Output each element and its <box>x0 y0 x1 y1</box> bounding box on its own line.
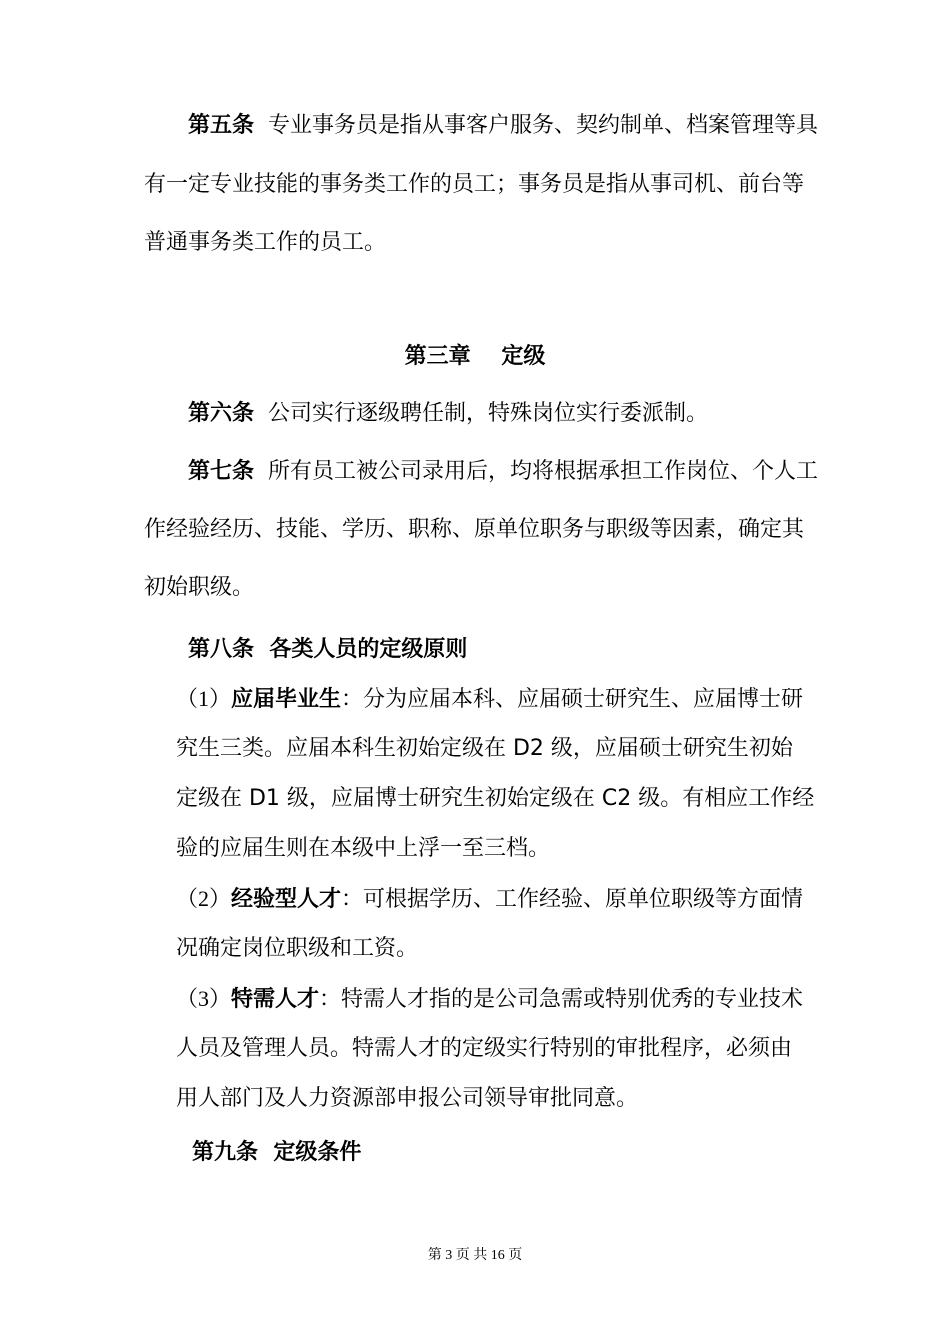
principle-item-1-line-3: 定级在 D1 级，应届博士研究生初始定级在 C2 级。有相应工作经 <box>176 786 815 811</box>
article-5-line-2: 有一定专业技能的事务类工作的员工；事务员是指从事司机、前台等 <box>144 172 805 197</box>
principle-item-2-text: 可根据学历、工作经验、原单位职级等方面情 <box>363 887 804 912</box>
principle-item-3-line-1 <box>176 984 803 1015</box>
article-5-line-3: 普通事务类工作的员工。 <box>144 230 387 255</box>
chapter-heading <box>0 342 950 372</box>
chapter-title: 定级 <box>501 344 546 369</box>
principle-item-3-number: （3） <box>176 986 232 1011</box>
principle-item-2-line-2: 况确定岗位职级和工资。 <box>176 936 419 961</box>
principle-item-1-line-4: 验的应届生则在本级中上浮一至三档。 <box>176 836 551 861</box>
article-7-label: 第七条 <box>188 459 255 484</box>
article-7-line-3: 初始职级。 <box>144 575 255 600</box>
principle-item-3-term: 特需人才 <box>231 987 320 1012</box>
article-8-label: 第八条 <box>188 637 255 662</box>
principle-item-1-line-2: 究生三类。应届本科生初始定级在 D2 级，应届硕士研究生初始 <box>176 736 793 761</box>
principle-item-1-separator: ： <box>341 687 364 712</box>
article-8-title: 各类人员的定级原则 <box>269 637 468 662</box>
principle-item-2-term: 经验型人才 <box>231 887 342 912</box>
article-5-line-1 <box>188 111 818 141</box>
article-6-text: 公司实行逐级聘任制，特殊岗位实行委派制。 <box>268 401 709 426</box>
article-6 <box>188 399 708 429</box>
article-8-heading <box>188 635 467 665</box>
principle-item-2-line-1 <box>176 884 803 915</box>
principle-item-1-text: 分为应届本科、应届硕士研究生、应届博士研 <box>363 687 804 712</box>
principle-item-3-text: 特需人才指的是公司急需或特别优秀的专业技术 <box>341 987 804 1012</box>
principle-item-3-line-2: 人员及管理人员。特需人才的定级实行特别的审批程序，必须由 <box>176 1036 793 1061</box>
page-footer: 第 3 页 共 16 页 <box>427 1248 523 1263</box>
principle-item-1-term: 应届毕业生 <box>231 687 342 712</box>
principle-item-3-separator: ： <box>319 987 342 1012</box>
principle-item-3-line-3: 用人部门及人力资源部申报公司领导审批同意。 <box>176 1086 639 1111</box>
article-6-label: 第六条 <box>188 401 255 426</box>
article-7-line-1 <box>188 457 818 487</box>
article-7-line-2: 作经验经历、技能、学历、职称、原单位职务与职级等因素，确定其 <box>144 517 805 542</box>
chapter-number: 第三章 <box>404 344 471 369</box>
principle-item-1-line-1 <box>176 684 803 715</box>
principle-item-1-number: （1） <box>176 686 232 711</box>
principle-item-2-separator: ： <box>341 887 364 912</box>
article-7-text: 所有员工被公司录用后，均将根据承担工作岗位、个人工 <box>268 459 819 484</box>
article-9-title: 定级条件 <box>273 1140 362 1165</box>
article-5-label: 第五条 <box>188 113 255 138</box>
article-9-heading <box>192 1138 361 1168</box>
article-9-label: 第九条 <box>192 1140 259 1165</box>
principle-item-2-number: （2） <box>176 886 232 911</box>
article-5-text: 专业事务员是指从事客户服务、契约制单、档案管理等具 <box>268 113 819 138</box>
